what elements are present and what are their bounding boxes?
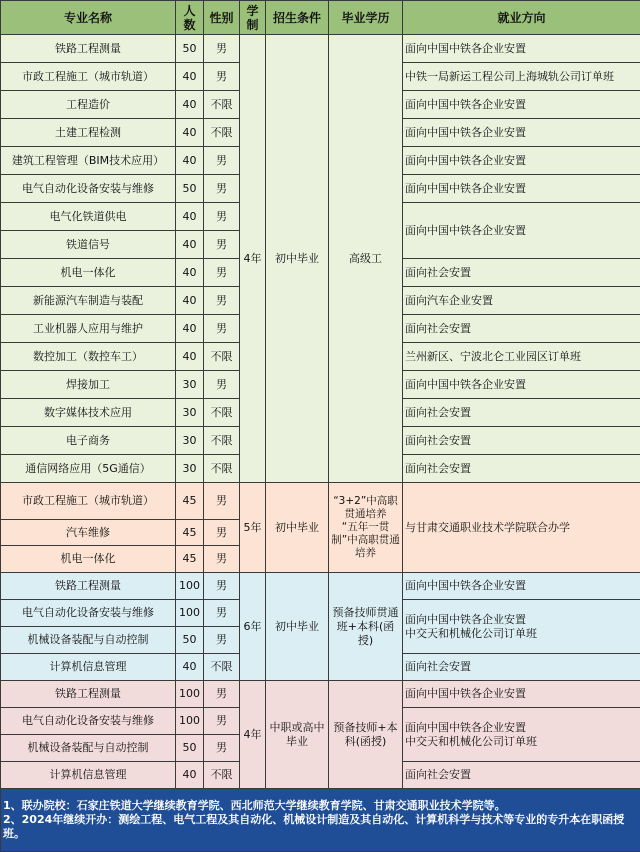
note-line-2: 2、2024年继续开办：测绘工程、电气工程及其自动化、机械设计制造及其自动化、计算机科学与技术等专业的专升本在职函授班。 (3, 813, 638, 841)
major-cell: 计算机信息管理 (1, 654, 176, 681)
count-cell: 40 (176, 203, 204, 231)
duration-cell: 4年 (240, 35, 266, 483)
header-gender: 性别 (204, 1, 240, 35)
gender-cell: 男 (204, 315, 240, 343)
direction-cell: 中铁一局新运工程公司上海城轨公司订单班 (403, 63, 640, 91)
major-cell: 焊接加工 (1, 371, 176, 399)
direction-cell: 与甘肃交通职业技术学院联合办学 (403, 483, 640, 573)
count-cell: 40 (176, 63, 204, 91)
direction-cell (403, 600, 640, 654)
gender-cell: 男 (204, 483, 240, 520)
count-cell: 30 (176, 371, 204, 399)
direction-cell: 面向中国中铁各企业安置 (403, 371, 640, 399)
major-cell: 铁路工程测量 (1, 681, 176, 708)
direction-cell (403, 708, 640, 762)
major-cell: 工业机器人应用与维护 (1, 315, 176, 343)
direction-cell: 面向中国中铁各企业安置 (403, 147, 640, 175)
duration-cell: 4年 (240, 681, 266, 789)
gender-cell: 不限 (204, 119, 240, 147)
diploma-cell (329, 483, 403, 573)
count-cell: 40 (176, 119, 204, 147)
major-cell: 电气自动化设备安装与维修 (1, 600, 176, 627)
gender-cell: 不限 (204, 455, 240, 483)
gender-cell: 不限 (204, 343, 240, 371)
direction-cell: 面向中国中铁各企业安置 (403, 35, 640, 63)
count-cell: 45 (176, 520, 204, 546)
count-cell: 100 (176, 573, 204, 600)
gender-cell: 不限 (204, 654, 240, 681)
gender-cell: 男 (204, 371, 240, 399)
major-cell: 机械设备装配与自动控制 (1, 735, 176, 762)
gender-cell: 男 (204, 231, 240, 259)
major-cell: 电气自动化设备安装与维修 (1, 175, 176, 203)
diploma-line: “五年一贯制”中高职贯通培养 (331, 521, 400, 560)
count-cell: 45 (176, 546, 204, 573)
header-duration: 学制 (240, 1, 266, 35)
major-cell: 铁路工程测量 (1, 35, 176, 63)
count-cell: 40 (176, 259, 204, 287)
table-row (1, 573, 640, 600)
direction-cell: 面向社会安置 (403, 399, 640, 427)
count-cell: 40 (176, 762, 204, 789)
duration-cell: 6年 (240, 573, 266, 681)
direction-line: 中交天和机械化公司订单班 (405, 735, 638, 749)
major-cell: 电气化铁道供电 (1, 203, 176, 231)
count-cell: 45 (176, 483, 204, 520)
direction-line: 面向中国中铁各企业安置 (405, 721, 638, 735)
major-cell: 计算机信息管理 (1, 762, 176, 789)
direction-cell: 面向社会安置 (403, 259, 640, 287)
major-cell: 铁道信号 (1, 231, 176, 259)
count-cell: 50 (176, 627, 204, 654)
major-cell: 汽车维修 (1, 520, 176, 546)
count-cell: 40 (176, 287, 204, 315)
gender-cell: 男 (204, 35, 240, 63)
major-cell: 电子商务 (1, 427, 176, 455)
direction-cell: 面向中国中铁各企业安置 (403, 175, 640, 203)
diploma-cell: 高级工 (329, 35, 403, 483)
note-line-1: 1、联办院校：石家庄铁道大学继续教育学院、西北师范大学继续教育学院、甘肃交通职业技术学院等。 (3, 799, 638, 813)
gender-cell: 男 (204, 259, 240, 287)
major-cell: 数控加工（数控车工） (1, 343, 176, 371)
major-cell: 建筑工程管理（BIM技术应用） (1, 147, 176, 175)
count-cell: 100 (176, 600, 204, 627)
count-cell: 30 (176, 399, 204, 427)
header-major: 专业名称 (1, 1, 176, 35)
direction-cell: 面向社会安置 (403, 654, 640, 681)
table-row (1, 35, 640, 63)
gender-cell: 男 (204, 573, 240, 600)
count-cell: 40 (176, 315, 204, 343)
notes-cell (1, 789, 640, 852)
direction-cell: 面向中国中铁各企业安置 (403, 91, 640, 119)
gender-cell: 不限 (204, 762, 240, 789)
count-cell: 100 (176, 681, 204, 708)
direction-cell: 兰州新区、宁波北仑工业园区订单班 (403, 343, 640, 371)
gender-cell: 不限 (204, 91, 240, 119)
major-cell: 市政工程施工（城市轨道） (1, 63, 176, 91)
count-cell: 40 (176, 343, 204, 371)
count-cell: 30 (176, 427, 204, 455)
direction-cell: 面向中国中铁各企业安置 (403, 119, 640, 147)
duration-cell: 5年 (240, 483, 266, 573)
direction-cell: 面向中国中铁各企业安置 (403, 203, 640, 259)
major-cell: 机电一体化 (1, 546, 176, 573)
gender-cell: 男 (204, 147, 240, 175)
direction-line: 面向中国中铁各企业安置 (405, 613, 638, 627)
gender-cell: 男 (204, 546, 240, 573)
gender-cell: 男 (204, 287, 240, 315)
major-cell: 土建工程检测 (1, 119, 176, 147)
header-direction: 就业方向 (403, 1, 640, 35)
notes-row (1, 789, 640, 852)
count-cell: 40 (176, 91, 204, 119)
count-cell: 40 (176, 654, 204, 681)
condition-cell: 中职或高中毕业 (266, 681, 329, 789)
condition-cell: 初中毕业 (266, 483, 329, 573)
gender-cell: 男 (204, 175, 240, 203)
major-cell: 新能源汽车制造与装配 (1, 287, 176, 315)
gender-cell: 男 (204, 627, 240, 654)
table-row (1, 681, 640, 708)
gender-cell: 男 (204, 203, 240, 231)
gender-cell: 男 (204, 735, 240, 762)
gender-cell: 男 (204, 520, 240, 546)
direction-cell: 面向社会安置 (403, 315, 640, 343)
direction-cell: 面向中国中铁各企业安置 (403, 573, 640, 600)
direction-cell: 面向中国中铁各企业安置 (403, 681, 640, 708)
gender-cell: 男 (204, 681, 240, 708)
count-cell: 50 (176, 175, 204, 203)
gender-cell: 男 (204, 63, 240, 91)
count-cell: 30 (176, 455, 204, 483)
gender-cell: 男 (204, 600, 240, 627)
diploma-cell: 预备技师贯通班+本科(函授) (329, 573, 403, 681)
direction-cell: 面向社会安置 (403, 455, 640, 483)
header-condition: 招生条件 (266, 1, 329, 35)
count-cell: 100 (176, 708, 204, 735)
condition-cell: 初中毕业 (266, 573, 329, 681)
major-cell: 机械设备装配与自动控制 (1, 627, 176, 654)
major-cell: 工程造价 (1, 91, 176, 119)
gender-cell: 男 (204, 708, 240, 735)
gender-cell: 不限 (204, 399, 240, 427)
major-cell: 铁路工程测量 (1, 573, 176, 600)
gender-cell: 不限 (204, 427, 240, 455)
header-diploma: 毕业学历 (329, 1, 403, 35)
count-cell: 40 (176, 231, 204, 259)
major-cell: 电气自动化设备安装与维修 (1, 708, 176, 735)
count-cell: 50 (176, 735, 204, 762)
count-cell: 50 (176, 35, 204, 63)
major-cell: 市政工程施工（城市轨道） (1, 483, 176, 520)
major-cell: 通信网络应用（5G通信） (1, 455, 176, 483)
table-row (1, 483, 640, 520)
header-row (1, 1, 640, 35)
direction-cell: 面向社会安置 (403, 762, 640, 789)
condition-cell: 初中毕业 (266, 35, 329, 483)
diploma-line: “3+2”中高职贯通培养 (331, 495, 400, 521)
direction-line: 中交天和机械化公司订单班 (405, 627, 638, 641)
diploma-cell: 预备技师+本科(函授) (329, 681, 403, 789)
header-count: 人数 (176, 1, 204, 35)
direction-cell: 面向汽车企业安置 (403, 287, 640, 315)
major-cell: 数字媒体技术应用 (1, 399, 176, 427)
direction-cell: 面向社会安置 (403, 427, 640, 455)
major-cell: 机电一体化 (1, 259, 176, 287)
count-cell: 40 (176, 147, 204, 175)
